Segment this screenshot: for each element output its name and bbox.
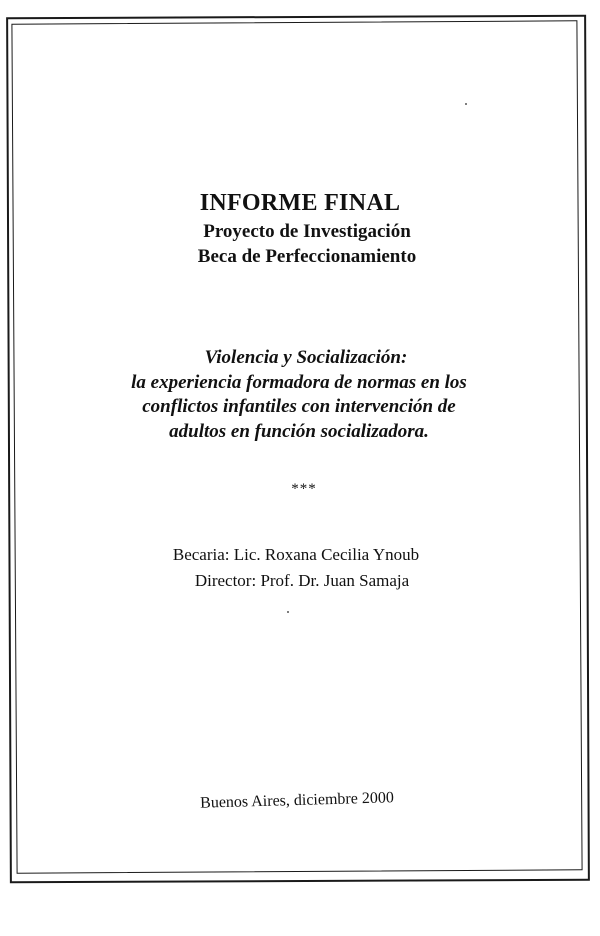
report-title: INFORME FINAL <box>199 190 401 216</box>
scholarship-holder: Becaria: Lic. Roxana Cecilia Ynoub <box>172 545 420 564</box>
subtitle-line: Proyecto de Investigación <box>203 221 411 242</box>
scan-speck <box>287 611 289 613</box>
place-date: Buenos Aires, diciembre 2000 <box>199 789 395 812</box>
topic-line: conflictos infantiles con intervención de <box>142 396 456 417</box>
separator: *** <box>291 481 317 497</box>
topic-line: Violencia y Socialización: <box>204 347 408 368</box>
subtitle-line: Beca de Perfeccionamiento <box>197 246 417 267</box>
scan-speck <box>465 103 467 105</box>
topic-line: adultos en función socializadora. <box>169 421 429 442</box>
topic-line: la experiencia formadora de normas en los <box>131 372 467 393</box>
page-border-inner <box>11 20 582 873</box>
director: Director: Prof. Dr. Juan Samaja <box>194 571 410 590</box>
